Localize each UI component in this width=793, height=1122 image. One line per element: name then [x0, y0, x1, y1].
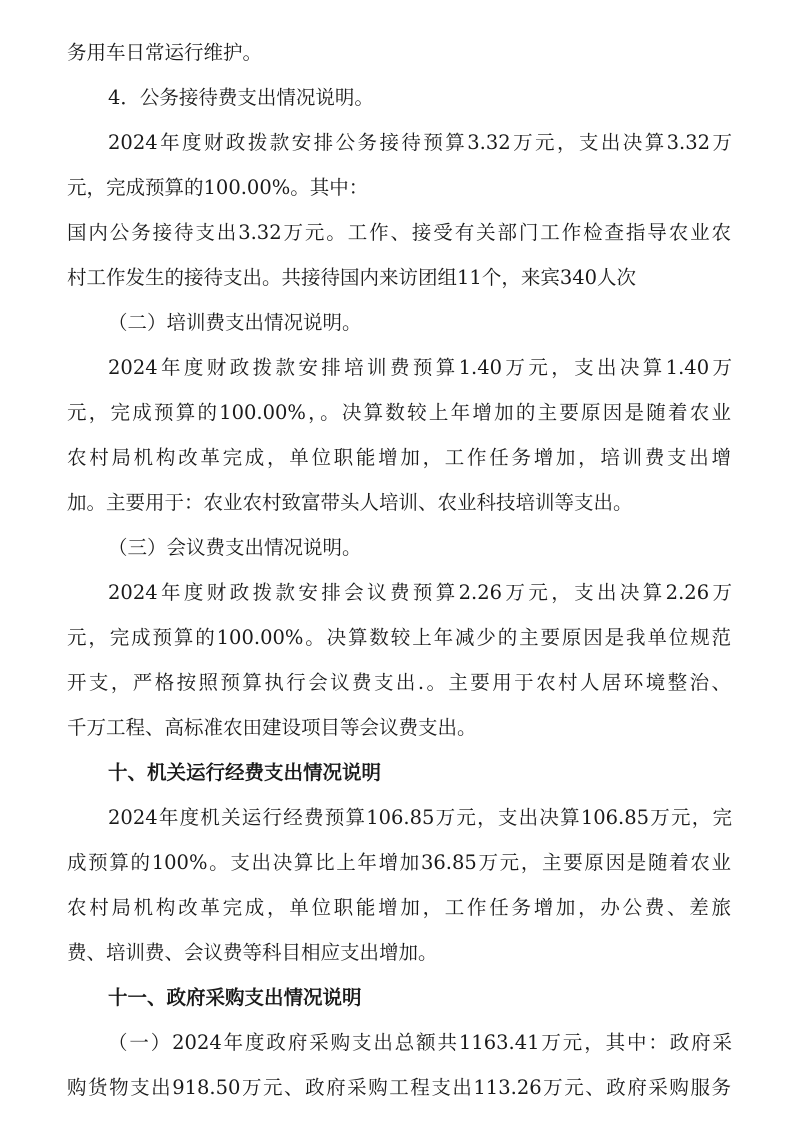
- paragraph-line: 费、培训费、会议费等科目相应支出增加。: [67, 941, 438, 964]
- paragraph-line: 农村局机构改革完成，单位职能增加，工作任务增加，办公费、差旅: [67, 896, 731, 919]
- paragraph-line: （一）2024年度政府采购支出总额共1163.41万元，其中：政府采: [108, 1031, 732, 1054]
- paragraph-line: 务用车日常运行维护。: [67, 41, 263, 64]
- paragraph-line: 农村局机构改革完成，单位职能增加，工作任务增加，培训费支出增: [67, 446, 731, 469]
- section-subheading: （三）会议费支出情况说明。: [108, 536, 362, 559]
- paragraph-line: 元，完成预算的100.00%，。决算数较上年增加的主要原因是随着农业: [67, 401, 731, 424]
- paragraph-line: 加。主要用于：农业农村致富带头人培训、农业科技培训等支出。: [67, 491, 633, 514]
- paragraph-line: 国内公务接待支出3.32万元。工作、接受有关部门工作检查指导农业农: [67, 221, 731, 244]
- section-heading: 十一、政府采购支出情况说明: [108, 986, 362, 1009]
- paragraph-line: 2024年度机关运行经费预算106.85万元，支出决算106.85万元，完: [108, 806, 732, 829]
- section-subheading: （二）培训费支出情况说明。: [108, 311, 362, 334]
- paragraph-line: 开支，严格按照预算执行会议费支出.。主要用于农村人居环境整治、: [67, 671, 731, 694]
- paragraph-line: 2024年度财政拨款安排公务接待预算3.32万元，支出决算3.32万: [108, 131, 732, 154]
- paragraph-line: 2024年度财政拨款安排会议费预算2.26万元，支出决算2.26万: [108, 581, 732, 604]
- paragraph-line: 成预算的100%。支出决算比上年增加36.85万元，主要原因是随着农业: [67, 851, 731, 874]
- paragraph-line: 元，完成预算的100.00%。其中：: [67, 176, 369, 199]
- section-heading: 十、机关运行经费支出情况说明: [108, 761, 382, 784]
- paragraph-line: 购货物支出918.50万元、政府采购工程支出113.26万元、政府采购服务: [67, 1076, 731, 1099]
- paragraph-line: 村工作发生的接待支出。共接待国内来访团组11个，来宾340人次: [67, 266, 637, 289]
- paragraph-line: 元，完成预算的100.00%。决算数较上年减少的主要原因是我单位规范: [67, 626, 731, 649]
- paragraph-line: 千万工程、高标准农田建设项目等会议费支出。: [67, 716, 477, 739]
- paragraph-line: 2024年度财政拨款安排培训费预算1.40万元，支出决算1.40万: [108, 356, 732, 379]
- item-heading: 4．公务接待费支出情况说明。: [108, 86, 374, 109]
